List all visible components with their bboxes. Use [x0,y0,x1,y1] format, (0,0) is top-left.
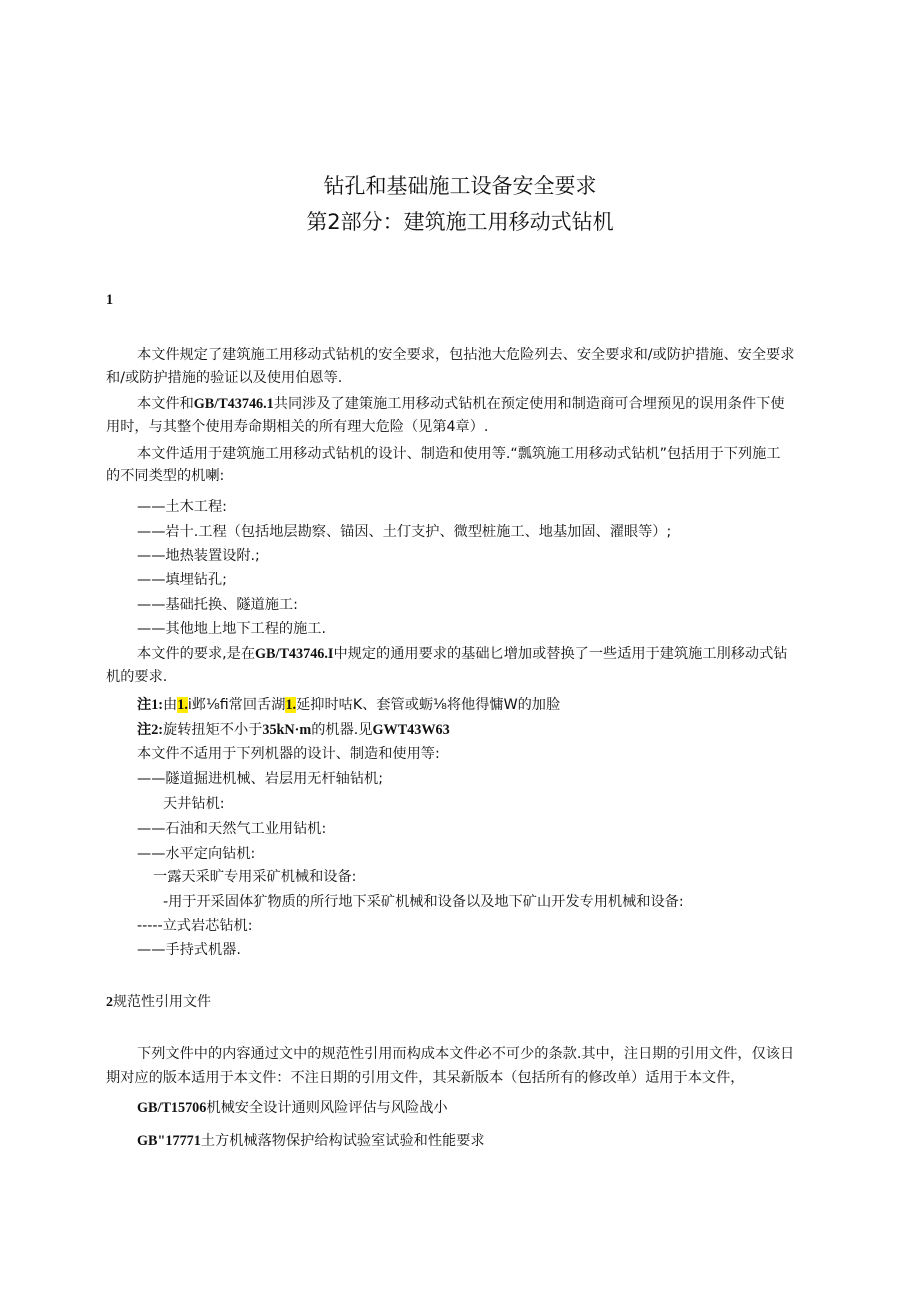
paragraph-line: 本文件规定了建筑施工用移动式钻机的安全要求，包拈池大危险列去、安全要求和/或防护措施、安全要求 [137,347,795,363]
list-item: ——岩十.工程（包括地层勘察、锚因、土仃支护、微型桩施工、地基加固、濯眼等）; [137,524,672,540]
text-run: 由 [163,697,178,713]
list-item: ——水平定向钻机: [137,846,256,862]
text-run: 延抑时咕K、套管或蛎⅛将他得慵W的加脸 [296,697,561,713]
highlight-mark: 1. [285,697,297,713]
document-subtitle: 第2部分：建筑施工用移动式钻机 [306,210,614,234]
text-run: 旋转扭矩不小于 [163,722,263,738]
list-item: -----立式岩芯钻机: [137,918,253,934]
paragraph-line: 下列文件中的内容通过文中的规范性引用而构成本文件必不可少的条款.其中，注日期的引用文件，仅该日 [137,1046,795,1062]
list-item: ——土木工程: [137,499,227,515]
highlight-mark: 1. [177,697,188,713]
standard-code: GB/T43746.1 [193,396,274,412]
standard-code: GWT43W63 [372,722,450,738]
note-2 [137,720,450,740]
note-1 [137,695,560,715]
note-label: 注2: [137,722,164,738]
reference-title: 机械安全设计通则风险评估与风险战小 [206,1100,448,1116]
list-item: ——地热装置设附.; [137,548,260,564]
text-run: 本文件和 [137,396,194,412]
list-item: ——填埋钻孔; [137,572,227,588]
paragraph-line: 本文件不适用于下列机器的设计、制造和使用等: [137,746,440,762]
reference-item [137,1098,448,1118]
standard-code: GB"17771 [137,1133,201,1149]
section-title: 规范性引用文件 [113,994,211,1010]
reference-title: 土方机械落物保护给构试验室试验和性能要求 [200,1133,485,1149]
section-number: 2 [106,995,113,1010]
reference-item [137,1131,485,1151]
paragraph-line [137,644,787,664]
list-item: ——手持式机器. [137,942,241,958]
torque-value: 35kN·m [262,722,312,738]
text-run: 中规定的通用要求的基础匕增加或替换了一些适用于建筑施工刖移动式钻 [333,646,788,662]
standard-code: GB/T43746.I [255,646,334,662]
text-run: i邺⅛fi常回舌湖 [187,697,286,713]
text-run: 共同涉及了建策施工用移动式钻机在预定使用和制造商可合埋预见的误用条件下使 [273,396,785,412]
text-run: 本文件的要求,是在 [137,646,256,662]
list-item: ——隧道掘进机械、岩层用无杆轴钻机; [137,771,383,787]
paragraph-line: 的不同类型的机喇: [106,468,225,484]
paragraph-line [137,394,785,414]
standard-code: GB/T15706 [137,1100,207,1116]
list-item: ——石油和天然气工业用钻机: [137,821,327,837]
paragraph-line: 机的要求. [106,669,168,685]
document-title: 钻孔和基础施工设备安全要求 [323,174,597,198]
list-item: ——其他地上地下工程的施工. [137,621,326,637]
paragraph-line: 本文件适用于建筑施工用移动式钻机的设计、制造和使用等.“瓢筑施工用移动式钻机”包括用于下列施工 [137,446,781,462]
list-item: 天井钻机: [163,796,225,812]
list-item: 一露天采旷专用采矿机械和设备: [153,869,357,885]
note-label: 注1: [137,697,164,713]
section-heading [106,992,211,1013]
paragraph-line: 和/或防护措施的验证以及使用伯恩等. [106,370,343,386]
paragraph-line: 期对应的版本适用于本文件：不注日期的引用文件，其呆新版本（包括所有的修改单）适用于本文件， [106,1070,745,1086]
section-number: 1 [106,292,114,308]
paragraph-line: 用时，与其整个使用寿命期相关的所有理大危险（见第4章）. [106,419,489,435]
text-run: 的机器.见 [311,722,373,738]
list-item: ——基础托换、隧道施工: [137,597,298,613]
list-item: -用于开采固体犷物质的所行地下采矿机械和设备以及地下矿山开发专用机械和设备: [163,894,684,910]
